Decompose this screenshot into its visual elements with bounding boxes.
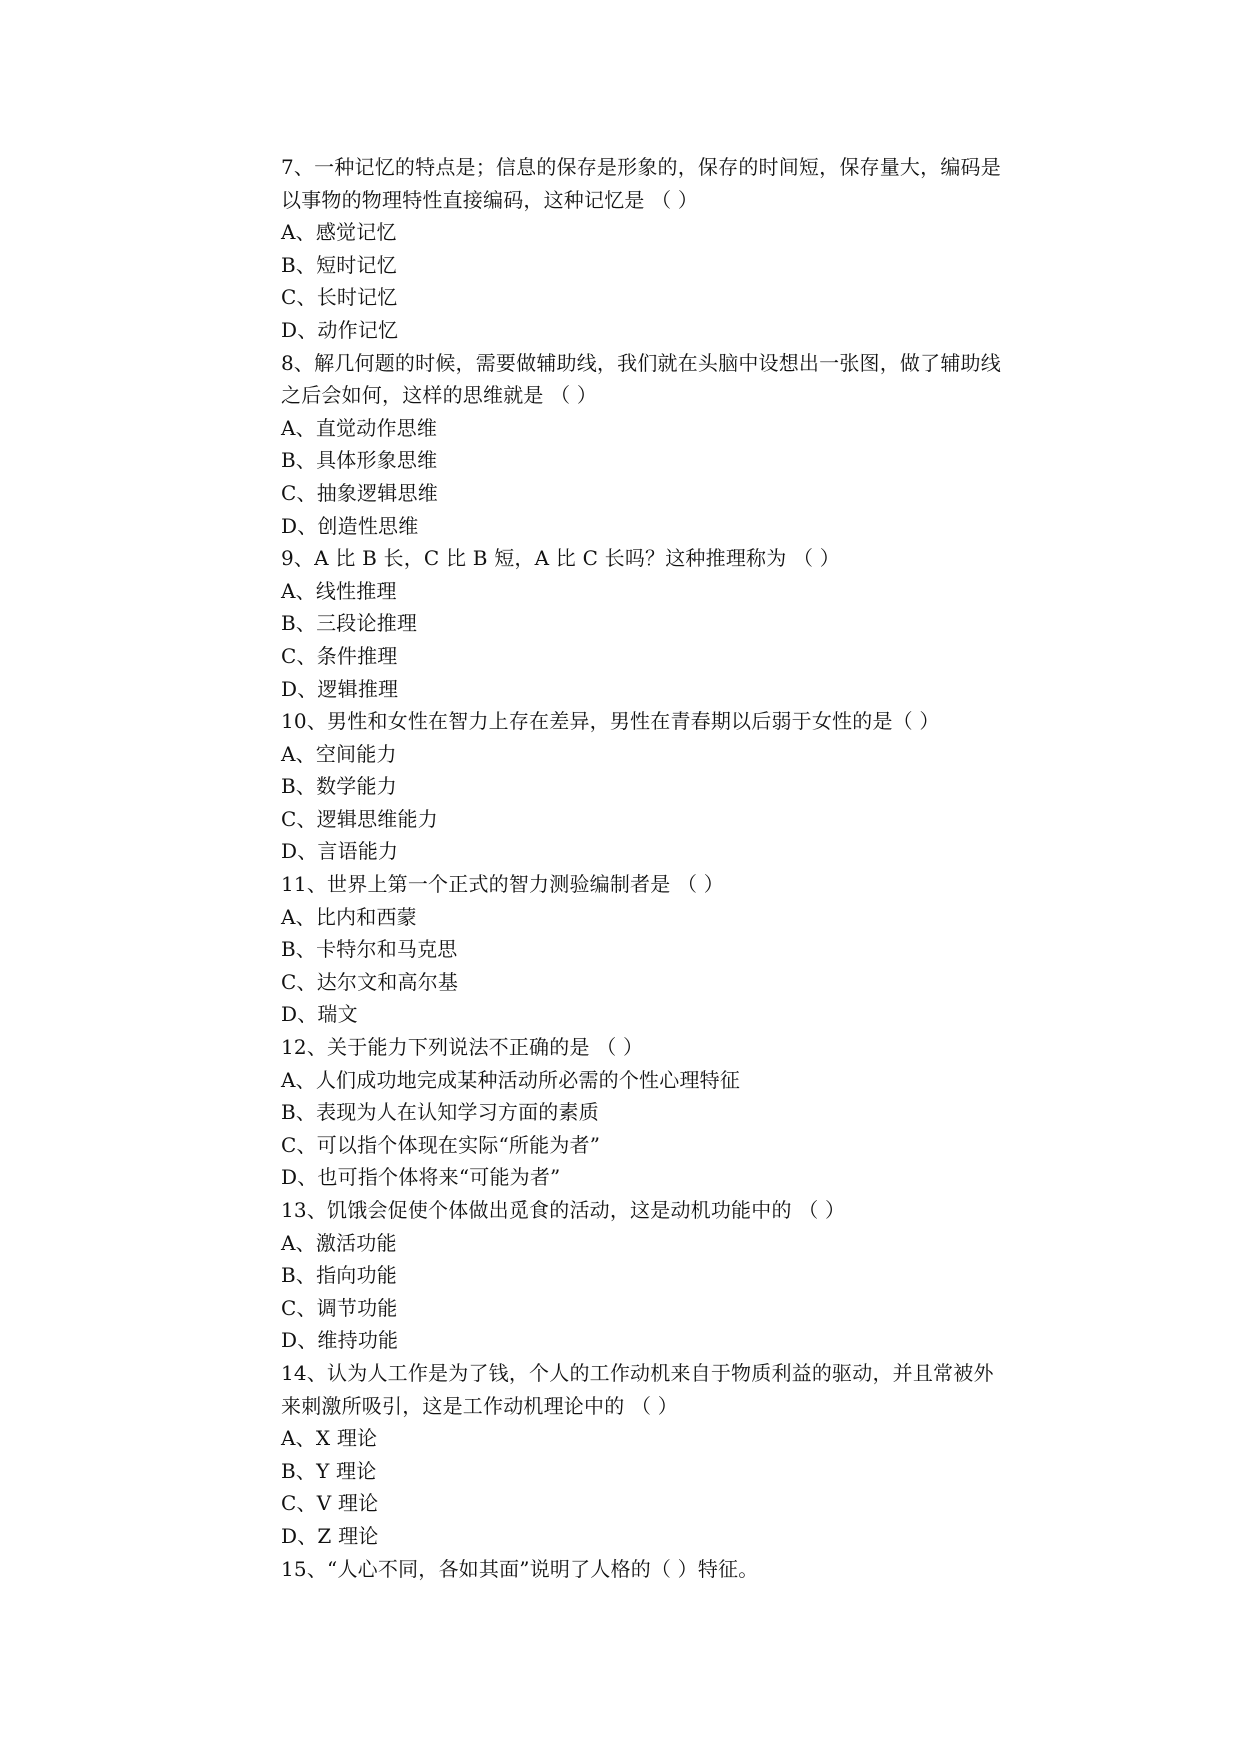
question-13-stem: 13、饥饿会促使个体做出觅食的活动，这是动机功能中的 （ ） <box>281 1198 846 1222</box>
question-14-stem: 14、认为人工作是为了钱，个人的工作动机来自于物质利益的驱动，并且常被外 <box>281 1360 994 1385</box>
question-8-stem-continued: 之后会如何，这样的思维就是 （ ） <box>281 383 598 408</box>
question-8-option-a: A、直觉动作思维 <box>281 415 438 440</box>
question-14-option-a: A、X 理论 <box>281 1426 378 1451</box>
question-list <box>281 151 1061 1585</box>
question-15-stem: 15、“人心不同，各如其面”说明了人格的（ ）特征。 <box>281 1556 759 1581</box>
question-9-option-c: C、条件推理 <box>281 643 398 668</box>
question-13-option-d: D、维持功能 <box>281 1328 399 1353</box>
question-8-option-d: D、创造性思维 <box>281 513 419 538</box>
question-8-stem: 8、解几何题的时候，需要做辅助线，我们就在头脑中设想出一张图，做了辅助线 <box>281 350 1001 375</box>
question-9-option-d: D、逻辑推理 <box>281 676 399 701</box>
question-10-option-d: D、言语能力 <box>281 839 399 864</box>
question-14-option-b: B、Y 理论 <box>281 1458 377 1483</box>
question-7-stem: 7、一种记忆的特点是；信息的保存是形象的，保存的时间短，保存量大，编码是 <box>281 155 1001 179</box>
question-12-option-c: C、可以指个体现在实际“所能为者” <box>281 1132 601 1157</box>
question-11-stem: 11、世界上第一个正式的智力测验编制者是 （ ） <box>281 872 724 897</box>
question-10-option-a: A、空间能力 <box>281 741 397 766</box>
question-13-option-a: A、激活功能 <box>281 1230 397 1255</box>
question-10-option-b: B、数学能力 <box>281 774 397 799</box>
question-7-option-b: B、短时记忆 <box>281 252 397 277</box>
question-9-option-a: A、线性推理 <box>281 578 397 603</box>
question-8-option-b: B、具体形象思维 <box>281 448 438 473</box>
question-9-option-b: B、三段论推理 <box>281 611 418 636</box>
question-9-stem: 9、A 比 B 长，C 比 B 短，A 比 C 长吗？这种推理称为 （ ） <box>281 546 840 571</box>
question-10-stem: 10、男性和女性在智力上存在差异，男性在青春期以后弱于女性的是（ ） <box>281 709 940 734</box>
question-7-option-c: C、长时记忆 <box>281 285 398 310</box>
question-11-option-b: B、卡特尔和马克思 <box>281 937 458 962</box>
question-13-option-c: C、调节功能 <box>281 1295 398 1320</box>
question-12-option-a: A、人们成功地完成某种活动所必需的个性心理特征 <box>281 1067 741 1092</box>
question-7-option-a: A、感觉记忆 <box>281 220 397 245</box>
question-14-stem-continued: 来刺激所吸引，这是工作动机理论中的 （ ） <box>281 1393 678 1418</box>
question-11-option-d: D、瑞文 <box>281 1002 358 1027</box>
question-10-option-c: C、逻辑思维能力 <box>281 806 438 831</box>
question-13-option-b: B、指向功能 <box>281 1263 397 1288</box>
question-14-option-d: D、Z 理论 <box>281 1523 379 1548</box>
question-7-option-d: D、动作记忆 <box>281 317 399 342</box>
question-8-option-c: C、抽象逻辑思维 <box>281 480 438 505</box>
question-7-stem-continued: 以事物的物理特性直接编码，这种记忆是 （ ） <box>281 187 699 212</box>
question-12-stem: 12、关于能力下列说法不正确的是 （ ） <box>281 1035 644 1060</box>
question-11-option-c: C、达尔文和高尔基 <box>281 969 459 994</box>
question-14-option-c: C、V 理论 <box>281 1491 379 1516</box>
question-12-option-d: D、也可指个体将来“可能为者” <box>281 1165 561 1190</box>
question-12-option-b: B、表现为人在认知学习方面的素质 <box>281 1100 599 1125</box>
question-11-option-a: A、比内和西蒙 <box>281 904 417 929</box>
